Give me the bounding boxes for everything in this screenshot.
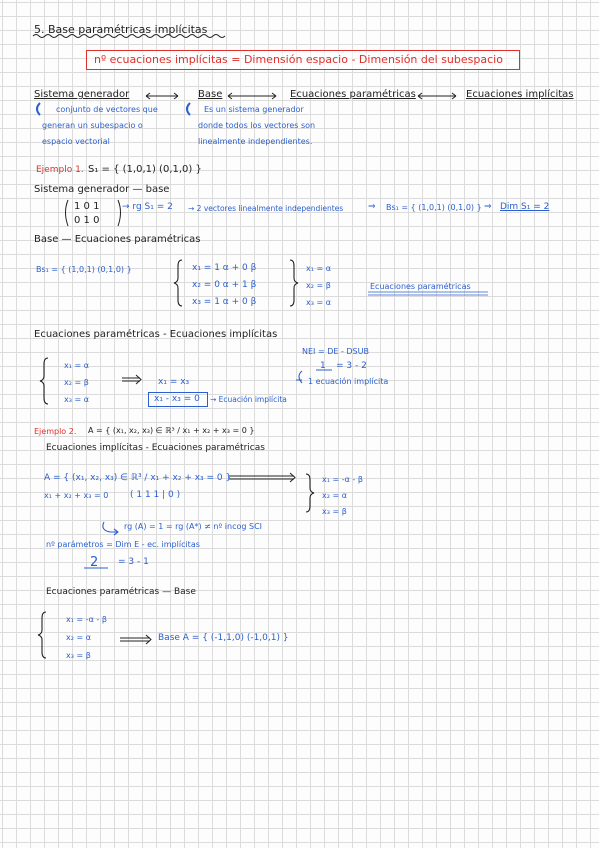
ex2-count-eq: = 3 - 1 — [118, 557, 149, 567]
ex1-implicit-2: x₁ - x₃ = 0 — [154, 394, 200, 404]
ex2-param-2: x₂ = α — [322, 491, 348, 500]
ex2-param-1: x₁ = -α - β — [322, 475, 363, 484]
ex2-count: nº parámetros = Dim E - ec. implícitas — [46, 540, 200, 549]
ex2-count-value: 2 — [90, 555, 99, 570]
key-formula: nº ecuaciones implícitas = Dimensión espacio - Dimensión del subespacio — [94, 53, 503, 66]
ex2-row-2: x₂ = α — [66, 633, 92, 642]
ex1-implicit-1: x₁ = x₃ — [158, 377, 190, 387]
ex2-sub2: Ecuaciones paramétricas — Base — [46, 587, 196, 597]
ex1-simple-2: x₂ = β — [306, 281, 331, 290]
def-base-1: Es un sistema generador — [204, 105, 304, 114]
ex1-param-label: Ecuaciones paramétricas — [370, 282, 471, 291]
def-sistema-1: conjunto de vectores que — [56, 105, 158, 114]
chain-sistema: Sistema generador — [34, 89, 130, 100]
def-base-3: linealmente independientes. — [198, 137, 313, 146]
braces-ex1 — [38, 260, 314, 658]
ex2-rank: rg (A) = 1 = rg (A*) ≠ nº incog SCI — [124, 522, 263, 531]
implication-arrows — [120, 375, 295, 644]
ex1-param-3: x₃ = 1 α + 0 β — [192, 297, 257, 307]
ex1-arrow: ⇒ — [368, 202, 376, 212]
ex1-sub2: Base — Ecuaciones paramétricas — [34, 234, 201, 245]
ex2-label: Ejemplo 2. — [34, 427, 77, 436]
ex1-sub1: Sistema generador — base — [34, 184, 170, 195]
ex2-row-3: x₃ = β — [66, 651, 91, 660]
ex1-simple-3: x₃ = α — [306, 298, 332, 307]
ex1-dim: Dim S₁ = 2 — [500, 202, 550, 212]
ex1-rank: → rg S₁ = 2 — [122, 202, 173, 212]
ex1-simple-1: x₁ = α — [306, 264, 332, 273]
ex1-basis: Bs₁ = { (1,0,1) (0,1,0) } — [386, 203, 482, 212]
ex1-nei-eq: = 3 - 2 — [336, 361, 367, 371]
ex1-param-2: x₂ = 0 α + 1 β — [192, 280, 257, 290]
ex1-rank-note: → 2 vectores linealmente independientes — [188, 204, 344, 213]
ex1-matrix-row2: 0 1 0 — [74, 215, 100, 226]
ex1-nei: NEI = DE - DSUB — [302, 347, 369, 356]
ex1-implicit-label: → Ecuación implícita — [210, 395, 287, 404]
chain-implicitas: Ecuaciones implícitas — [466, 89, 574, 100]
chain-parametricas: Ecuaciones paramétricas — [290, 89, 416, 100]
section-title: 5. Base paramétricas implícitas — [34, 23, 208, 36]
ex2-set2: A = { (x₁, x₂, x₃) ∈ ℝ³ / x₁ + x₂ + x₃ = 0 } — [44, 473, 232, 483]
def-base-2: donde todos los vectores son — [198, 121, 316, 130]
def-sistema-3: espacio vectorial — [42, 137, 110, 146]
ex1-row-3: x₃ = α — [64, 395, 90, 404]
ex1-label: Ejemplo 1. — [36, 165, 84, 175]
param-label-underline — [368, 292, 488, 295]
ex1-nei-value: 1 — [320, 361, 326, 371]
ex1-row-1: x₁ = α — [64, 361, 90, 370]
ex2-param-3: x₃ = β — [322, 507, 347, 516]
ex1-sub3: Ecuaciones paramétricas - Ecuaciones implícitas — [34, 329, 278, 340]
ex2-equation: x₁ + x₂ + x₃ = 0 — [44, 491, 109, 500]
ex1-set: S₁ = { (1,0,1) (0,1,0) } — [88, 164, 202, 175]
ex1-param-1: x₁ = 1 α + 0 β — [192, 263, 257, 273]
ex2-basis: Base A = { (-1,1,0) (-1,0,1) } — [158, 633, 289, 643]
ex1-dim-arrow: ⇒ — [484, 202, 492, 212]
ex1-row-2: x₂ = β — [64, 378, 89, 387]
chain-base: Base — [198, 89, 223, 100]
def-sistema-2: generan un subespacio o — [42, 121, 143, 130]
ex2-augmented: ( 1 1 1 | 0 ) — [130, 490, 181, 500]
ex1-matrix-row1: 1 0 1 — [74, 201, 100, 212]
ex2-sub1: Ecuaciones implícitas - Ecuaciones paramétricas — [46, 443, 265, 453]
ex1-nei-note: 1 ecuación implícita — [308, 377, 389, 386]
ex2-set: A = { (x₁, x₂, x₃) ∈ ℝ³ / x₁ + x₂ + x₃ = 0 } — [88, 426, 255, 435]
ex2-row-1: x₁ = -α - β — [66, 615, 107, 624]
ex1-basis2: Bs₁ = { (1,0,1) (0,1,0) } — [36, 265, 132, 274]
